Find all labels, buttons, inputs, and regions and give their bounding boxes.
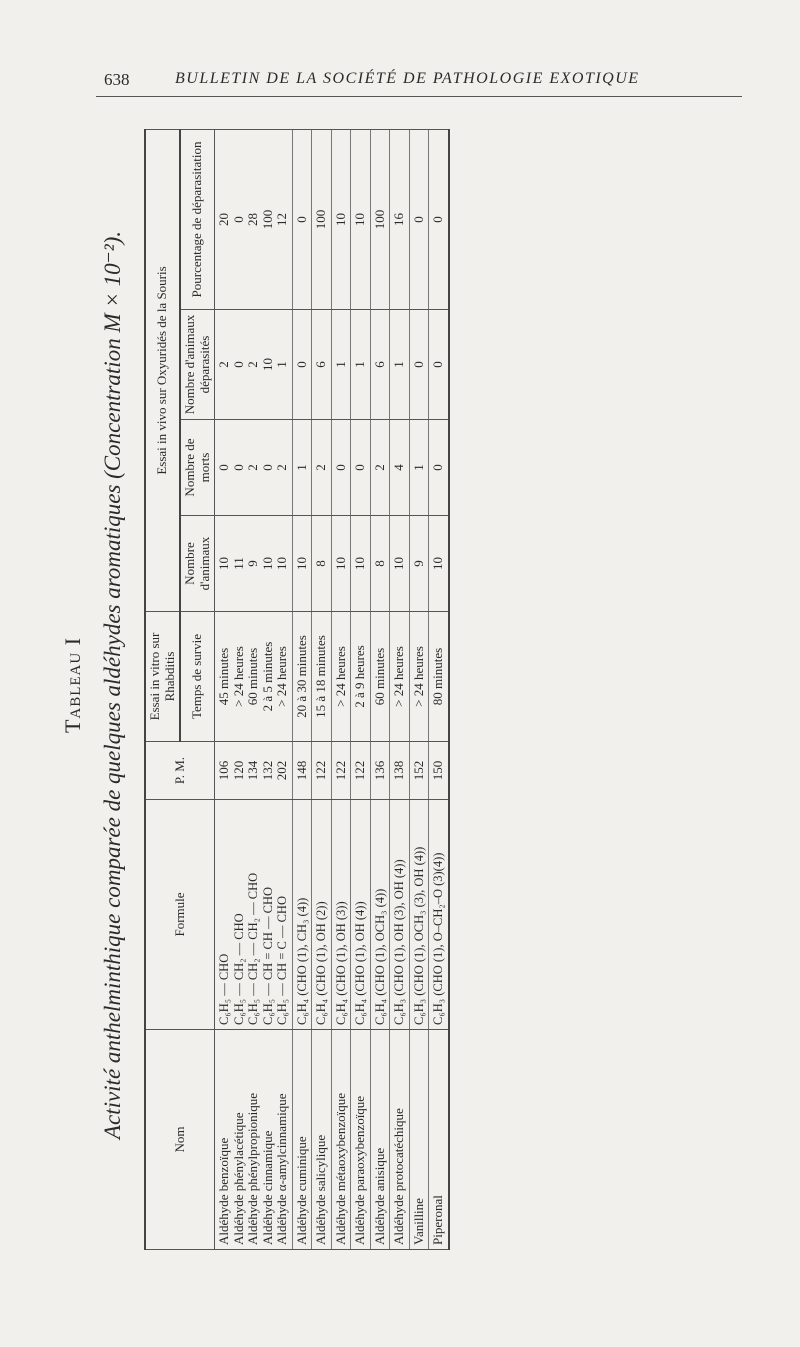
col-header-pm: P. M. — [145, 742, 215, 800]
cell-deparasites — [331, 310, 351, 420]
cell-morts-line: 0 — [230, 464, 246, 471]
cell-pourcentage-line: 10 — [332, 212, 348, 226]
col-header-temps: Temps de survie — [180, 612, 215, 742]
cell-pm — [390, 742, 410, 800]
table-row — [370, 129, 390, 1249]
cell-pourcentage — [409, 129, 429, 309]
header-rule — [96, 96, 742, 97]
cell-nom-line: Aldéhyde salicylique — [313, 1134, 328, 1245]
cell-formule-line: C₆H₃ (CHO (1), O–CH₂–O (3)(4)) — [431, 852, 445, 1025]
cell-formule-line: C₆H₅ — CH₂ — CH₂ — CHO — [246, 872, 260, 1025]
cell-pm-line: 136 — [371, 760, 387, 781]
cell-pm-line: 150 — [430, 760, 445, 781]
cell-formule-line: C₆H₄ (CHO (1), OH (2)) — [314, 901, 328, 1025]
cell-temps-line: 60 minutes — [245, 647, 260, 706]
cell-deparasites-line: 2 — [216, 361, 231, 368]
cell-deparasites — [292, 310, 312, 420]
cell-morts — [312, 420, 332, 516]
cell-deparasites — [429, 310, 449, 420]
cell-pm-line: 122 — [313, 760, 328, 781]
cell-formule — [351, 800, 371, 1030]
cell-temps — [312, 612, 332, 742]
cell-pourcentage — [215, 129, 293, 309]
cell-animaux-line: 8 — [313, 560, 328, 567]
cell-pm — [409, 742, 429, 800]
table-row — [351, 129, 371, 1249]
cell-animaux-line: 8 — [371, 560, 387, 567]
cell-pm — [351, 742, 371, 800]
col-header-morts: Nombre de morts — [180, 420, 215, 516]
cell-animaux — [370, 516, 390, 612]
cell-temps — [409, 612, 429, 742]
cell-deparasites-line: 1 — [274, 361, 289, 368]
cell-morts — [370, 420, 390, 516]
cell-formule-line: C₆H₅ — CH = CH — CHO — [260, 886, 275, 1025]
cell-nom-line: Aldéhyde anisique — [371, 1147, 387, 1245]
cell-pourcentage-line: 100 — [371, 209, 387, 230]
cell-pm-line: 120 — [230, 760, 246, 781]
cell-morts-line: 1 — [410, 464, 426, 471]
cell-formule — [312, 800, 332, 1030]
cell-morts-line: 0 — [332, 464, 348, 471]
col-header-in-vitro: Essai in vitro sur Rhabditis — [145, 612, 180, 742]
results-table — [144, 129, 450, 1250]
col-header-formule: Formule — [145, 800, 215, 1030]
cell-temps-line: 20 à 30 minutes — [293, 635, 309, 718]
cell-deparasites-line: 0 — [230, 361, 246, 368]
cell-temps-line: 60 minutes — [371, 647, 387, 706]
col-header-in-vivo: Essai in vivo sur Oxyuridés de la Souris — [145, 129, 180, 611]
cell-formule — [292, 800, 312, 1030]
cell-nom-line: Aldéhyde cinnamique — [259, 1130, 275, 1245]
cell-formule-line: C₆H₅ — CH = C — CHO — [275, 896, 289, 1025]
cell-nom-line: Aldéhyde α-amylcinnamique — [274, 1093, 289, 1245]
cell-nom — [215, 1030, 293, 1250]
cell-deparasites-line: 6 — [371, 361, 387, 368]
cell-temps-line: 2 à 9 heures — [352, 645, 367, 708]
cell-pourcentage-line: 0 — [293, 216, 309, 223]
cell-animaux-line: 9 — [410, 560, 426, 567]
cell-temps-line: > 24 heures — [410, 646, 426, 707]
table-row — [292, 129, 312, 1249]
cell-nom-line: Aldéhyde protocatéchique — [391, 1108, 406, 1245]
cell-morts-line: 2 — [245, 464, 260, 471]
cell-formule-line: C₆H₄ (CHO (1), CH₃ (4)) — [294, 897, 309, 1025]
cell-nom — [390, 1030, 410, 1250]
cell-animaux-line: 11 — [230, 557, 246, 570]
table-caption: Activité anthelminthique comparée de quelques aldéhydes aromatiques (Concentration M × 10⁻²). — [100, 230, 125, 1140]
cell-formule-line: C₆H₃ (CHO (1), OCH₃ (3), OH (4)) — [411, 846, 426, 1025]
cell-morts-line: 4 — [391, 464, 406, 471]
cell-deparasites-line: 6 — [313, 361, 328, 368]
cell-animaux — [390, 516, 410, 612]
cell-morts-line: 2 — [274, 464, 289, 471]
cell-pm — [312, 742, 332, 800]
cell-nom-line: Aldéhyde benzoïque — [216, 1137, 231, 1245]
cell-animaux — [409, 516, 429, 612]
cell-temps — [429, 612, 449, 742]
table-row — [312, 129, 332, 1249]
cell-animaux-line: 10 — [293, 557, 309, 570]
col-header-animaux: Nombre d'animaux — [180, 516, 215, 612]
rotated-table-block — [60, 125, 750, 1245]
cell-formule — [215, 800, 293, 1030]
cell-nom-line: Piperonal — [430, 1195, 445, 1245]
cell-pourcentage — [312, 129, 332, 309]
cell-pm-line: 122 — [332, 760, 348, 781]
cell-pm — [370, 742, 390, 800]
cell-morts-line: 0 — [259, 464, 275, 471]
cell-temps — [370, 612, 390, 742]
cell-deparasites-line: 0 — [430, 361, 445, 368]
col-header-nom: Nom — [145, 1030, 215, 1250]
cell-morts — [390, 420, 410, 516]
cell-formule-line: C₆H₄ (CHO (1), OH (4)) — [353, 901, 367, 1025]
cell-pourcentage — [351, 129, 371, 309]
cell-temps-line: > 24 heures — [391, 646, 406, 707]
running-head: BULLETIN DE LA SOCIÉTÉ DE PATHOLOGIE EXOTIQUE — [175, 70, 640, 87]
cell-temps-line: 45 minutes — [216, 647, 231, 706]
cell-nom-line: Aldéhyde phénylacétique — [230, 1112, 246, 1245]
cell-animaux-line: 10 — [352, 557, 367, 570]
cell-nom — [292, 1030, 312, 1250]
cell-deparasites-line: 1 — [391, 361, 406, 368]
cell-nom-line: Aldéhyde paraoxybenzoïque — [352, 1095, 367, 1245]
cell-pm-line: 106 — [216, 760, 231, 781]
table-row — [331, 129, 351, 1249]
cell-formule-line: C₆H₅ — CH₂ — CHO — [231, 913, 246, 1025]
cell-formule — [429, 800, 449, 1030]
cell-temps-line: 2 à 5 minutes — [259, 641, 275, 712]
table-row — [390, 129, 410, 1249]
cell-pm — [429, 742, 449, 800]
cell-morts — [331, 420, 351, 516]
cell-morts-line: 0 — [430, 464, 445, 471]
cell-formule-line: C₆H₃ (CHO (1), OH (3), OH (4)) — [392, 859, 406, 1025]
cell-animaux-line: 10 — [216, 557, 231, 570]
cell-formule-line: C₆H₄ (CHO (1), OCH₃ (4)) — [372, 888, 387, 1025]
cell-deparasites — [370, 310, 390, 420]
cell-deparasites-line: 10 — [259, 358, 275, 371]
cell-animaux-line: 10 — [259, 557, 275, 570]
cell-animaux-line: 10 — [391, 557, 406, 570]
cell-pm-line: 132 — [259, 760, 275, 781]
cell-animaux — [292, 516, 312, 612]
cell-pourcentage-line: 100 — [259, 209, 275, 230]
cell-morts-line: 2 — [313, 464, 328, 471]
cell-deparasites-line: 1 — [332, 361, 348, 368]
cell-temps — [215, 612, 293, 742]
table-row — [215, 129, 293, 1249]
cell-deparasites — [351, 310, 371, 420]
cell-formule-line: C₆H₅ — CHO — [217, 953, 231, 1025]
cell-animaux — [331, 516, 351, 612]
cell-morts — [292, 420, 312, 516]
cell-nom — [370, 1030, 390, 1250]
cell-morts-line: 1 — [293, 464, 309, 471]
cell-deparasites-line: 2 — [245, 361, 260, 368]
cell-nom — [312, 1030, 332, 1250]
cell-formule — [370, 800, 390, 1030]
cell-temps — [390, 612, 410, 742]
cell-pourcentage-line: 20 — [216, 212, 231, 226]
cell-nom-line: Aldéhyde métaoxybenzoïque — [332, 1093, 348, 1245]
col-header-pourcentage: Pourcentage de déparasitation — [180, 129, 215, 309]
cell-temps-line: > 24 heures — [332, 646, 348, 707]
table-label: Tableau I — [60, 636, 85, 734]
cell-formule-line: C₆H₄ (CHO (1), OH (3)) — [333, 901, 348, 1025]
cell-pm-line: 202 — [274, 760, 289, 781]
cell-morts — [409, 420, 429, 516]
cell-morts — [351, 420, 371, 516]
cell-animaux-line: 10 — [332, 557, 348, 570]
cell-deparasites — [215, 310, 293, 420]
cell-nom — [331, 1030, 351, 1250]
cell-animaux — [429, 516, 449, 612]
cell-formule — [409, 800, 429, 1030]
cell-temps — [331, 612, 351, 742]
cell-deparasites-line: 1 — [352, 361, 367, 368]
col-header-deparasites: Nombre d'animaux déparasités — [180, 310, 215, 420]
cell-pm — [331, 742, 351, 800]
cell-pm-line: 152 — [410, 760, 426, 781]
cell-temps-line: 80 minutes — [430, 647, 445, 706]
cell-pourcentage-line: 12 — [274, 212, 289, 226]
cell-pourcentage-line: 10 — [352, 212, 367, 226]
cell-temps-line: > 24 heures — [230, 646, 246, 707]
cell-animaux-line: 10 — [430, 557, 445, 570]
cell-deparasites-line: 0 — [410, 361, 426, 368]
cell-deparasites — [409, 310, 429, 420]
cell-pm-line: 138 — [391, 760, 406, 781]
cell-morts — [429, 420, 449, 516]
cell-pm — [215, 742, 293, 800]
table-row — [429, 129, 449, 1249]
cell-deparasites — [312, 310, 332, 420]
cell-pourcentage — [370, 129, 390, 309]
cell-pourcentage-line: 100 — [313, 209, 328, 230]
cell-deparasites-line: 0 — [293, 361, 309, 368]
table-body — [215, 129, 449, 1249]
cell-pourcentage-line: 0 — [430, 216, 445, 223]
cell-pourcentage — [331, 129, 351, 309]
cell-nom — [351, 1030, 371, 1250]
cell-animaux — [351, 516, 371, 612]
cell-nom-line: Vanilline — [410, 1198, 426, 1245]
cell-pourcentage-line: 28 — [245, 212, 260, 226]
cell-pourcentage-line: 16 — [391, 212, 406, 226]
cell-pourcentage-line: 0 — [230, 216, 246, 223]
cell-temps-line: > 24 heures — [274, 646, 289, 707]
cell-animaux-line: 9 — [245, 560, 260, 567]
cell-nom — [429, 1030, 449, 1250]
cell-nom-line: Aldéhyde phénylpropionique — [245, 1093, 260, 1245]
cell-animaux — [312, 516, 332, 612]
cell-pm-line: 148 — [293, 760, 309, 781]
cell-deparasites — [390, 310, 410, 420]
cell-formule — [390, 800, 410, 1030]
page-number: 638 — [104, 70, 130, 89]
cell-animaux — [215, 516, 293, 612]
cell-temps-line: 15 à 18 minutes — [313, 635, 328, 718]
cell-pm — [292, 742, 312, 800]
cell-animaux-line: 10 — [274, 557, 289, 570]
cell-pourcentage — [429, 129, 449, 309]
table-row — [409, 129, 429, 1249]
cell-morts-line: 2 — [371, 464, 387, 471]
cell-pourcentage — [390, 129, 410, 309]
cell-nom-line: Aldéhyde cuminique — [293, 1136, 309, 1245]
cell-pourcentage-line: 0 — [410, 216, 426, 223]
cell-pm-line: 134 — [245, 760, 260, 781]
cell-morts — [215, 420, 293, 516]
cell-formule — [331, 800, 351, 1030]
cell-pourcentage — [292, 129, 312, 309]
cell-temps — [351, 612, 371, 742]
cell-temps — [292, 612, 312, 742]
cell-morts-line: 0 — [216, 464, 231, 471]
cell-nom — [409, 1030, 429, 1250]
cell-morts-line: 0 — [352, 464, 367, 471]
cell-pm-line: 122 — [352, 760, 367, 781]
